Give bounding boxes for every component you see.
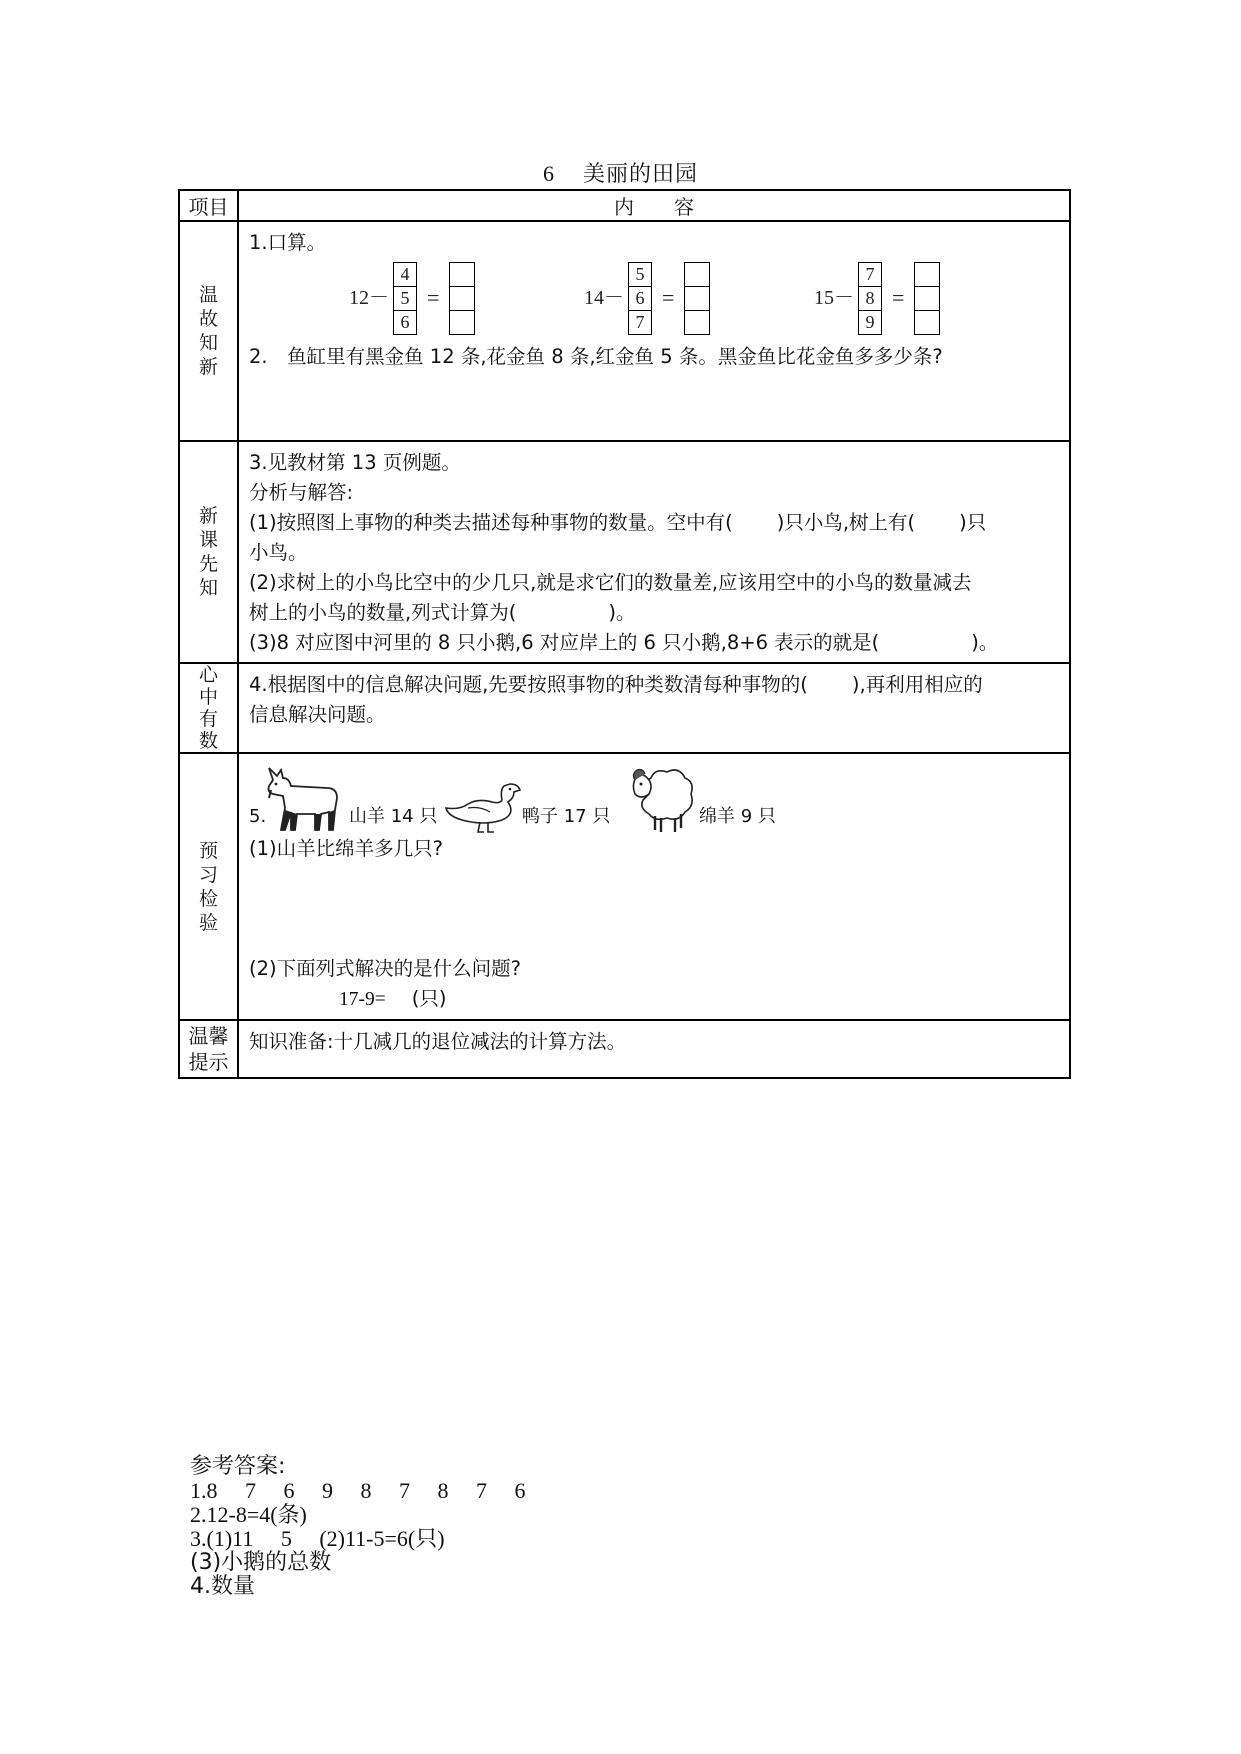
part3 [249,628,1061,658]
subtrahend: 4 [394,263,416,287]
tips-content [238,1020,1070,1078]
answer-line: 4.数量 [190,1574,255,1599]
minus-sign: － [834,287,854,309]
label-text: 提示 [188,1050,229,1074]
new-lesson-content [238,441,1070,663]
answer-line: 2.12-8=4(条) [190,1502,307,1527]
subtrahend-stack [858,262,882,335]
q5-number: 5. [249,806,267,827]
text: (3)8 对应图中河里的 8 只小鹅,6 对应岸上的 6 只小鹅,8+6 表示的就是( [249,631,880,654]
title-text: 美丽的田园 [582,162,698,187]
mental-math-item [584,260,710,336]
equals-sign: = [662,285,675,310]
header-item: 项目 [179,190,238,221]
preview-label [179,753,238,1020]
preview-row [179,753,1070,1020]
subtrahend: 9 [865,311,875,332]
part2: (2)求树上的小鸟比空中的少几只,就是求它们的数量差,应该用空中的小鸟的数量减去 [249,571,972,594]
answer-line: 3.(1)11 5 (2)11-5=6(只) [190,1526,445,1551]
subtrahend: 8 [859,287,881,311]
key-points-content [238,663,1070,753]
review-content [238,221,1070,441]
label-text: 温馨 [188,1024,229,1048]
equation: 17-9= [339,989,386,1010]
label-char: 故 [198,308,218,330]
unit: (只) [411,987,447,1010]
label-char: 新 [198,505,218,527]
answers-title: 参考答案: [190,1454,286,1479]
title-number: 6 [542,161,555,186]
minus-sign: － [369,287,389,309]
goat-icon [263,766,345,834]
q4-text-cont: 信息解决问题。 [249,703,386,726]
minuend: 12 [349,287,369,309]
q5-equation [249,984,1061,1015]
review-row [179,221,1070,441]
text: )只小鸟,树上有( [776,511,916,534]
answer-space[interactable] [249,864,1061,954]
minuend: 14 [584,287,604,309]
label-char: 数 [198,730,218,752]
text: )。 [971,631,999,654]
label-char: 先 [198,553,218,575]
answer-boxes[interactable] [684,262,710,335]
label-char: 习 [198,863,218,886]
part1-cont: 小鸟。 [249,541,308,564]
q5-part2: (2)下面列式解决的是什么问题? [249,957,521,980]
animal-row [249,760,1061,834]
text: )。 [608,601,636,624]
subtrahend: 5 [394,287,416,311]
new-lesson-label [179,441,238,663]
subtrahend-stack [393,262,417,335]
subtrahend: 7 [635,311,645,332]
goat-label: 山羊 14 只 [349,806,438,827]
tips-label [179,1020,238,1078]
answer-line: 1.8 7 6 9 8 7 8 7 6 [190,1478,526,1503]
text: 4.根据图中的信息解决问题,先要按照事物的种类数清每种事物的( [249,673,808,696]
answer-boxes[interactable] [449,262,475,335]
key-points-row [179,663,1070,753]
label-char: 温 [198,284,218,306]
subtrahend: 6 [400,311,410,332]
subtrahend: 6 [629,287,651,311]
text: ),再利用相应的 [851,673,983,696]
mental-math-row [249,260,1061,338]
subtrahend: 7 [859,263,881,287]
text: )只 [959,511,987,534]
label-char: 新 [198,356,218,378]
new-lesson-row [179,441,1070,663]
mental-math-item [349,260,475,336]
q1-label: 1.口算。 [249,231,327,254]
minus-sign: － [604,287,624,309]
mental-math-item [814,260,940,336]
review-label [179,221,238,441]
q2-text: 2. 鱼缸里有黑金鱼 12 条,花金鱼 8 条,红金鱼 5 条。黑金鱼比花金鱼多多少条? [249,345,943,368]
part1 [249,508,1061,538]
text: 树上的小鸟的数量,列式计算为( [249,601,517,624]
label-char: 检 [198,887,218,910]
part2-cont [249,598,1061,628]
header-content: 内 容 [238,190,1070,221]
sheep-label: 绵羊 9 只 [699,806,776,827]
subtrahend: 5 [629,263,651,287]
tips-text: 知识准备:十几减几的退位减法的计算方法。 [249,1030,627,1053]
label-char: 课 [198,529,218,551]
answer-line: (3)小鹅的总数 [190,1550,332,1575]
header-row [179,190,1070,221]
key-points-label [179,663,238,753]
minuend: 15 [814,287,834,309]
answer-key [190,1455,526,1599]
label-char: 中 [198,686,218,708]
q4-text [249,670,1061,700]
label-char: 知 [198,332,218,354]
page-title [0,157,1241,188]
label-char: 验 [198,911,218,934]
q3-title: 3.见教材第 13 页例题。 [249,451,461,474]
text: (1)按照图上事物的种类去描述每种事物的数量。空中有( [249,511,733,534]
label-char: 知 [198,577,218,599]
q5-part1: (1)山羊比绵羊多几只? [249,837,443,860]
equals-sign: = [892,285,905,310]
duck-label: 鸭子 17 只 [522,806,611,827]
worksheet-table [178,189,1071,1079]
equals-sign: = [427,285,440,310]
analysis-heading: 分析与解答: [249,481,354,504]
preview-content [238,753,1070,1020]
answer-boxes[interactable] [914,262,940,335]
sheep-icon [629,764,697,834]
label-char: 心 [198,664,218,686]
tips-row [179,1020,1070,1078]
duck-icon [444,778,522,834]
subtrahend-stack [628,262,652,335]
label-char: 有 [198,708,218,730]
label-char: 预 [198,839,218,862]
